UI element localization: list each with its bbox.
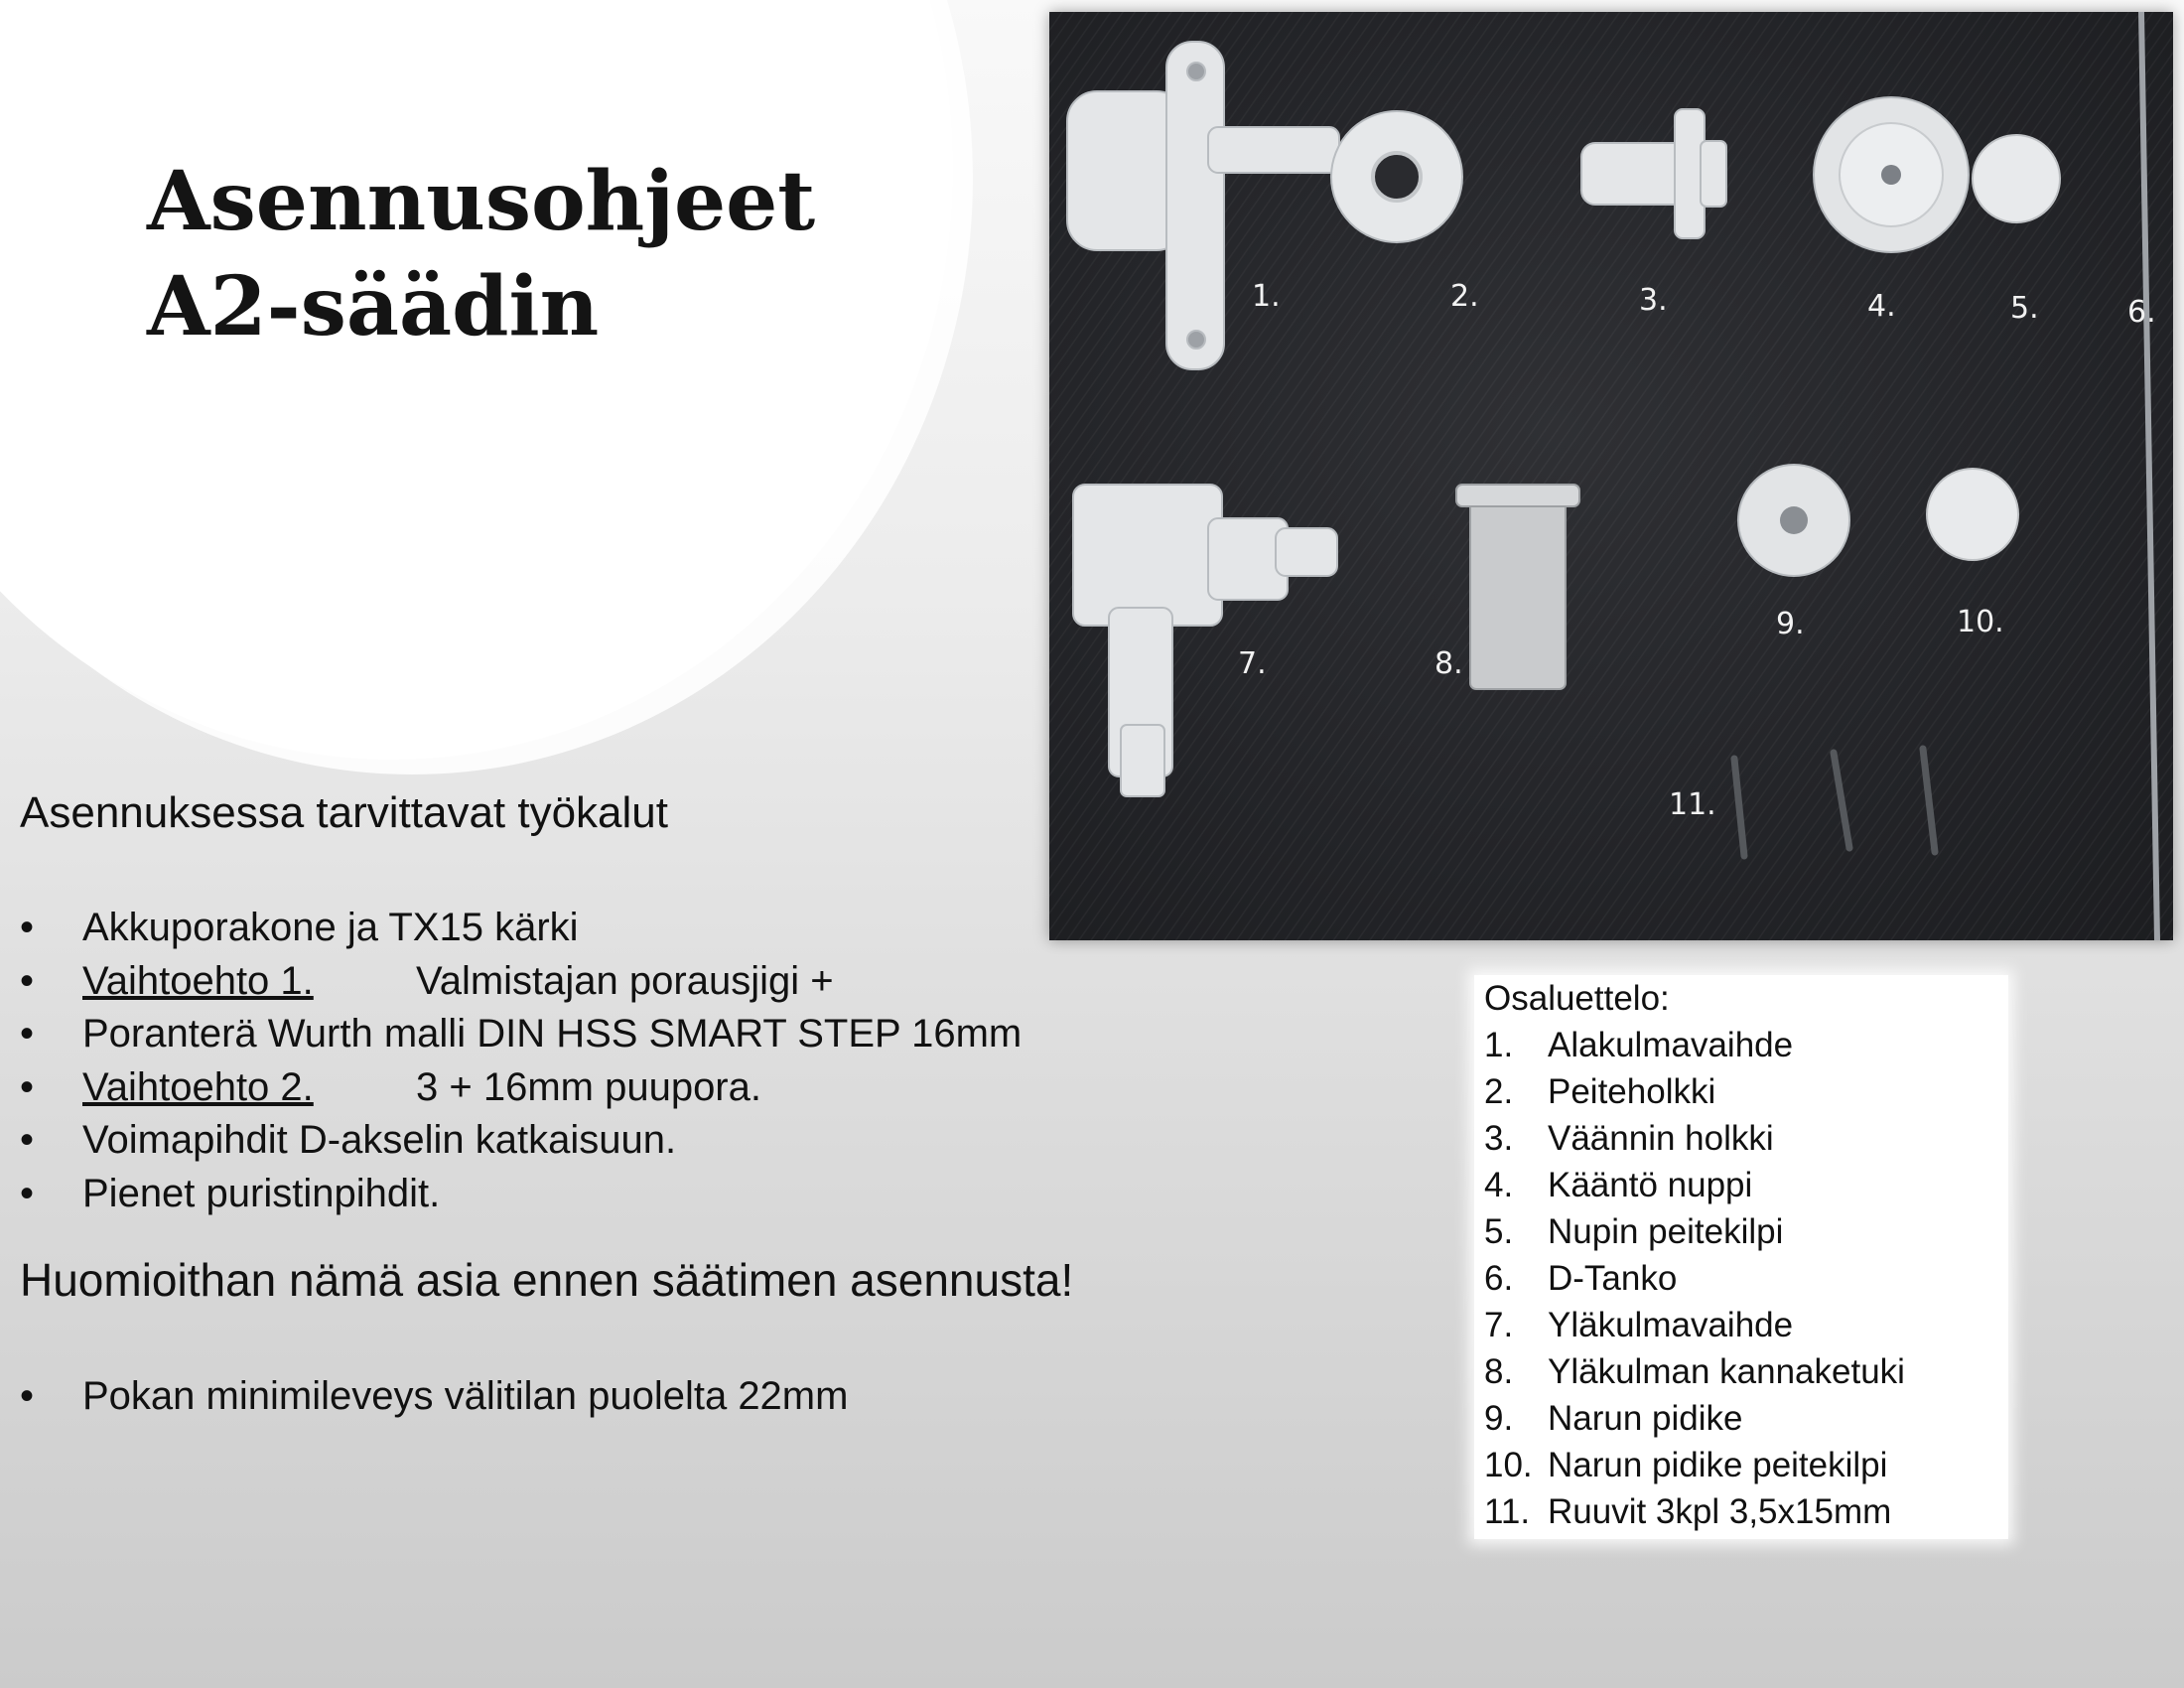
photo-label-4: 4. [1867, 289, 1896, 324]
tool-item [20, 1061, 1022, 1115]
tool-item [20, 1168, 1022, 1221]
part-name: Yläkulmavaihde [1548, 1306, 1794, 1344]
parts-list-item [1484, 1395, 1996, 1442]
part-number: 11. [1484, 1492, 1531, 1531]
photo-label-2: 2. [1450, 279, 1479, 314]
part-number: 7. [1484, 1306, 1514, 1344]
part-name: Narun pidike [1548, 1399, 1743, 1438]
tool-item-text: Voimapihdit D-akselin katkaisuun. [82, 1118, 677, 1162]
notice-item-text: Pokan minimileveys välitilan puolelta 22mm [82, 1374, 849, 1418]
photo-label-10: 10. [1957, 605, 2004, 639]
part-8-upper-bracket-support [1456, 485, 1579, 689]
page-title [147, 149, 815, 359]
option-label: Vaihtoehto 2. [82, 1064, 314, 1109]
part-number: 2. [1484, 1072, 1514, 1111]
part-2-cover-sleeve [1331, 111, 1462, 242]
parts-list-item [1484, 1068, 1996, 1115]
part-9-cord-holder [1738, 465, 1849, 576]
photo-label-6: 6. [2127, 295, 2156, 330]
tool-item-text: Akkuporakone ja TX15 kärki [82, 906, 579, 949]
background-ring [0, 0, 973, 774]
notice-heading: Huomioithan nämä asia ennen säätimen asennusta! [20, 1254, 1074, 1306]
part-name: Peiteholkki [1548, 1072, 1716, 1111]
part-name: Alakulmavaihde [1548, 1026, 1794, 1064]
part-name: Nupin peitekilpi [1548, 1212, 1784, 1251]
tool-item-text: Valmistajan porausjigi + [416, 958, 834, 1003]
tool-item [20, 902, 1022, 955]
photo-label-11: 11. [1669, 787, 1716, 822]
parts-list-item [1484, 1208, 1996, 1255]
tools-heading: Asennuksessa tarvittavat työkalut [20, 788, 668, 837]
part-4-turning-knob [1814, 97, 1969, 252]
photo-label-3: 3. [1639, 283, 1668, 318]
part-5-knob-cover [1973, 135, 2060, 222]
parts-list-heading: Osaluettelo: [1484, 979, 1670, 1018]
parts-list-item [1484, 1488, 1996, 1535]
tool-item [20, 1008, 1022, 1061]
tool-item-text: 3 + 16mm puupora. [416, 1064, 761, 1109]
parts-list-item [1484, 1442, 1996, 1488]
parts-list-item [1484, 1302, 1996, 1348]
parts-list-item [1484, 1348, 1996, 1395]
part-number: 6. [1484, 1259, 1514, 1298]
part-name: Kääntö nuppi [1548, 1166, 1753, 1204]
part-name: D-Tanko [1548, 1259, 1678, 1298]
part-number: 5. [1484, 1212, 1514, 1251]
photo-label-9: 9. [1776, 607, 1805, 641]
part-number: 9. [1484, 1399, 1514, 1438]
parts-list [1474, 975, 2008, 1539]
part-10-cord-holder-cover [1927, 469, 2018, 560]
part-number: 3. [1484, 1119, 1514, 1158]
part-name: Väännin holkki [1548, 1119, 1774, 1158]
parts-illustration [1049, 12, 2173, 940]
parts-list-items [1484, 1022, 1996, 1535]
parts-list-item [1484, 1162, 1996, 1208]
notice-list [20, 1370, 848, 1423]
part-name: Ruuvit 3kpl 3,5x15mm [1548, 1492, 1892, 1531]
photo-label-1: 1. [1252, 279, 1281, 314]
part-name: Narun pidike peitekilpi [1548, 1446, 1888, 1484]
photo-label-7: 7. [1238, 646, 1267, 681]
photo-label-8: 8. [1434, 646, 1463, 681]
photo-label-5: 5. [2010, 291, 2039, 326]
tool-item [20, 1114, 1022, 1168]
tool-list [20, 902, 1022, 1220]
tool-item-text: Poranterä Wurth malli DIN HSS SMART STEP 16mm [82, 1012, 1023, 1055]
part-number: 10. [1484, 1446, 1533, 1484]
part-number: 1. [1484, 1026, 1514, 1064]
parts-list-item [1484, 1255, 1996, 1302]
part-number: 8. [1484, 1352, 1514, 1391]
notice-item [20, 1370, 848, 1423]
title-line-2: A2-säädin [147, 259, 600, 354]
part-name: Yläkulman kannaketuki [1548, 1352, 1905, 1391]
parts-photo [1049, 12, 2173, 940]
parts-list-item [1484, 1115, 1996, 1162]
tool-item [20, 955, 1022, 1009]
tool-item-text: Pienet puristinpihdit. [82, 1171, 441, 1215]
parts-list-item [1484, 1022, 1996, 1068]
part-number: 4. [1484, 1166, 1514, 1204]
title-line-1: Asennusohjeet [147, 154, 816, 249]
option-label: Vaihtoehto 1. [82, 958, 314, 1003]
